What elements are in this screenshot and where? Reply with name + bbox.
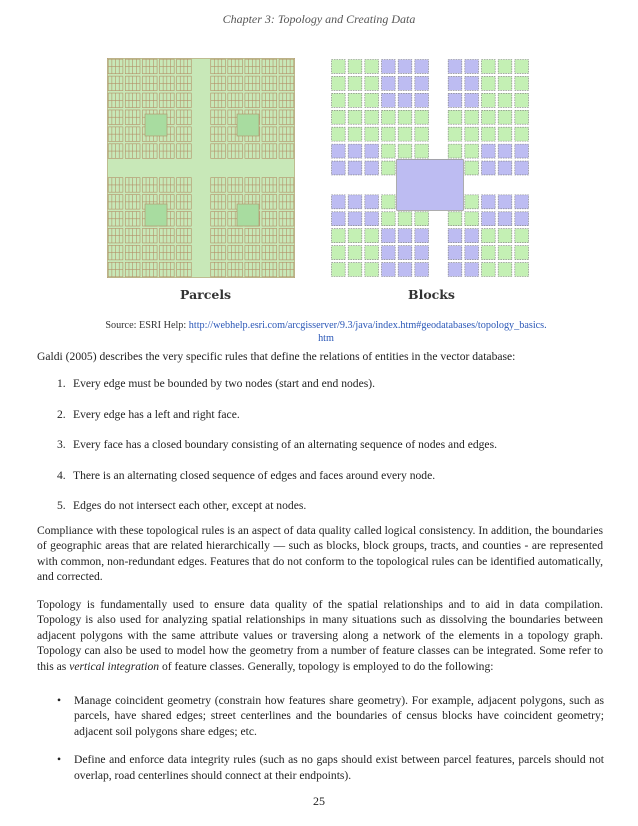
topology-rules-list	[38, 376, 598, 529]
block	[448, 76, 462, 90]
park-parcel	[145, 114, 167, 136]
block	[482, 212, 496, 226]
block	[398, 246, 412, 260]
block	[515, 93, 529, 107]
block	[398, 76, 412, 90]
block	[415, 263, 429, 277]
page-number: 25	[313, 794, 325, 808]
block	[332, 229, 346, 243]
list-text: Every edge has a left and right face.	[73, 407, 240, 421]
block	[415, 246, 429, 260]
block	[382, 93, 396, 107]
block	[348, 76, 362, 90]
block	[465, 246, 479, 260]
block	[382, 246, 396, 260]
block	[398, 212, 412, 226]
center-block	[397, 160, 464, 211]
block	[382, 110, 396, 124]
block	[365, 263, 379, 277]
block	[515, 110, 529, 124]
block	[415, 229, 429, 243]
block	[465, 161, 479, 175]
list-number: 5.	[57, 499, 66, 512]
block	[498, 76, 512, 90]
bullet-text: Define and enforce data integrity rules (such as no gaps should exist between parcel features, parcels should not overlap, road centerlines should connect at their endpoints).	[74, 753, 604, 782]
block	[482, 93, 496, 107]
block	[448, 229, 462, 243]
block	[465, 76, 479, 90]
block	[398, 127, 412, 141]
paragraph-text-end: of feature classes. Generally, topology is employed to do the following:	[159, 659, 494, 673]
list-text: There is an alternating closed sequence of edges and faces around every node.	[73, 468, 436, 482]
chapter-header: Chapter 3: Topology and Creating Data	[222, 12, 416, 26]
block	[498, 161, 512, 175]
topology-paragraph	[37, 597, 603, 674]
block	[365, 127, 379, 141]
block	[332, 60, 346, 74]
block	[348, 60, 362, 74]
bullet-text: Manage coincident geometry (constrain how features share geometry). For example, adjacent polygons, such as parcels, have shared edges; street centerlines and the boundaries of census blocks have coincident geometry; adjacent soil polygons share edges; etc.	[74, 694, 604, 738]
block	[365, 110, 379, 124]
list-text: Every edge must be bounded by two nodes (start and end nodes).	[73, 377, 376, 390]
park-parcel	[145, 204, 167, 226]
block	[415, 212, 429, 226]
block	[465, 93, 479, 107]
block	[448, 127, 462, 141]
block	[515, 127, 529, 141]
block	[365, 93, 379, 107]
intro-paragraph: Galdi (2005) describes the very specific rules that define the relations of entities in the vector database:	[37, 350, 516, 363]
block	[382, 76, 396, 90]
block	[332, 110, 346, 124]
block	[382, 263, 396, 277]
parcels-map	[107, 58, 295, 278]
block	[498, 212, 512, 226]
block	[498, 195, 512, 209]
block	[348, 110, 362, 124]
block	[398, 93, 412, 107]
block	[398, 60, 412, 74]
parcels-label: Parcels	[180, 287, 232, 302]
block	[348, 229, 362, 243]
block	[448, 110, 462, 124]
source-link-end[interactable]: htm	[318, 332, 334, 344]
block	[515, 144, 529, 158]
block	[515, 246, 529, 260]
list-number: 1.	[57, 377, 66, 390]
block	[348, 246, 362, 260]
block	[465, 229, 479, 243]
bullet-item	[38, 693, 604, 739]
block	[498, 110, 512, 124]
block	[348, 212, 362, 226]
block	[365, 212, 379, 226]
block	[498, 144, 512, 158]
list-text: Edges do not intersect each other, except at nodes.	[73, 499, 307, 512]
block	[348, 93, 362, 107]
block	[515, 263, 529, 277]
block	[365, 195, 379, 209]
park-parcel	[237, 204, 259, 226]
block	[498, 127, 512, 141]
block	[398, 144, 412, 158]
block	[465, 263, 479, 277]
block	[365, 144, 379, 158]
block	[515, 161, 529, 175]
block	[482, 60, 496, 74]
block	[465, 110, 479, 124]
topology-uses-list	[38, 693, 604, 783]
block	[515, 195, 529, 209]
block	[332, 93, 346, 107]
compliance-paragraph: Compliance with these topological rules is an aspect of data quality called logical consistency. In addition, the boundaries of geographic areas that are related hierarchically — such as blocks, block groups, tracts, and counties - are represented with common, non-redundant edges. Features that do not conform to the topological rules can be identified automatically, and corrected.	[37, 524, 603, 584]
block	[465, 195, 479, 209]
block	[365, 76, 379, 90]
list-number: 4.	[57, 468, 66, 482]
block	[482, 127, 496, 141]
block	[482, 246, 496, 260]
block	[448, 212, 462, 226]
block	[382, 144, 396, 158]
bullet-dot: •	[57, 694, 62, 707]
block	[515, 60, 529, 74]
block	[482, 76, 496, 90]
block	[382, 229, 396, 243]
block	[348, 144, 362, 158]
list-number: 3.	[57, 438, 66, 451]
block	[465, 127, 479, 141]
blocks-label: Blocks	[408, 287, 455, 302]
block	[482, 263, 496, 277]
block	[515, 229, 529, 243]
block	[398, 263, 412, 277]
block	[382, 161, 396, 175]
block	[482, 110, 496, 124]
block	[482, 161, 496, 175]
source-prefix: Source: ESRI Help:	[105, 320, 189, 331]
list-item	[38, 468, 598, 499]
block	[348, 161, 362, 175]
block	[398, 229, 412, 243]
block	[448, 60, 462, 74]
block	[515, 76, 529, 90]
italic-term: vertical integration	[69, 659, 160, 673]
block	[482, 195, 496, 209]
block	[382, 60, 396, 74]
block	[415, 144, 429, 158]
block	[448, 93, 462, 107]
block	[365, 229, 379, 243]
bullet-item	[38, 752, 604, 783]
block	[448, 144, 462, 158]
block	[482, 229, 496, 243]
list-text: Every face has a closed boundary consisting of an alternating sequence of nodes and edges.	[73, 438, 497, 451]
block	[482, 144, 496, 158]
paragraph-text: Topology is fundamentally used to ensure data quality of the spatial relationships and to aid in data compilation. Topology is also used for analyzing spatial relationships in many situations such as dissolving the boundaries between adjacent polygons with the same attribute values or traversing along a network of the elements in a topology graph. Topology can also be used to model how the geometry from a number of feature classes can be integrated. Some refer to this as	[37, 598, 603, 673]
block	[415, 76, 429, 90]
bullet-dot: •	[57, 753, 62, 767]
block	[332, 212, 346, 226]
block	[498, 93, 512, 107]
block	[332, 76, 346, 90]
block	[465, 144, 479, 158]
block	[365, 246, 379, 260]
block	[382, 212, 396, 226]
block	[498, 60, 512, 74]
list-number: 2.	[57, 407, 66, 421]
block	[515, 212, 529, 226]
block	[365, 161, 379, 175]
block	[448, 246, 462, 260]
figure-source	[96, 320, 556, 345]
parcel-background	[107, 58, 295, 278]
block	[348, 195, 362, 209]
block	[415, 127, 429, 141]
block	[348, 127, 362, 141]
blocks-map	[330, 58, 530, 278]
block	[498, 229, 512, 243]
block	[365, 60, 379, 74]
source-link[interactable]: http://webhelp.esri.com/arcgisserver/9.3/java/index.htm#geodatabases/topology_basics.	[188, 320, 547, 331]
block	[332, 144, 346, 158]
block	[332, 127, 346, 141]
block	[348, 263, 362, 277]
block	[448, 263, 462, 277]
block	[332, 195, 346, 209]
block	[415, 110, 429, 124]
list-item	[38, 437, 598, 468]
block	[415, 93, 429, 107]
block	[465, 60, 479, 74]
list-item	[38, 407, 598, 438]
list-item	[38, 376, 598, 407]
park-parcel	[237, 114, 259, 136]
block	[415, 60, 429, 74]
block	[465, 212, 479, 226]
block	[498, 263, 512, 277]
block	[398, 110, 412, 124]
block	[382, 127, 396, 141]
block	[498, 246, 512, 260]
block	[332, 161, 346, 175]
block	[332, 263, 346, 277]
block	[332, 246, 346, 260]
block	[382, 195, 396, 209]
